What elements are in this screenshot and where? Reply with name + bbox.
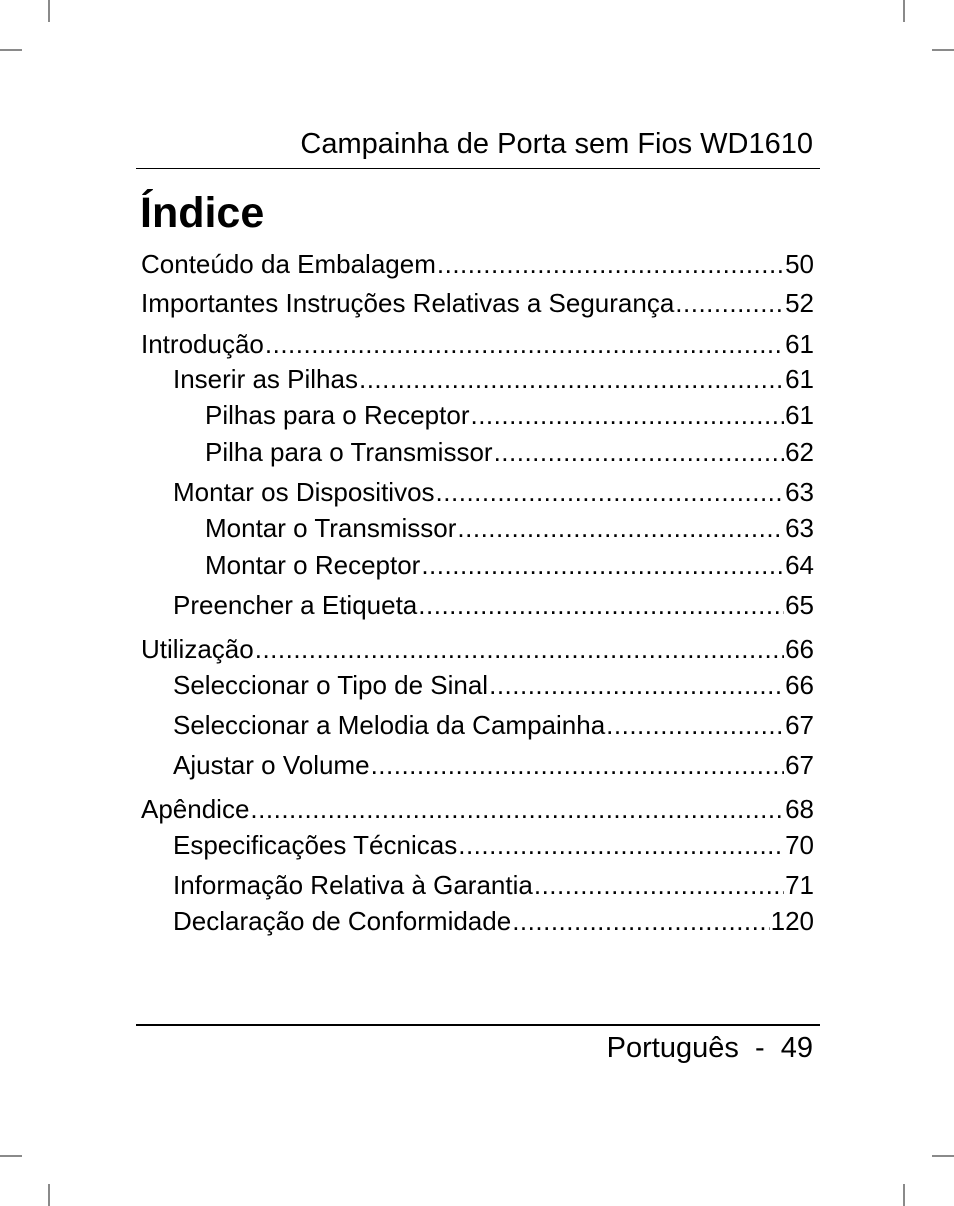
toc-page-number: 63 [785, 477, 814, 507]
toc-page-number: 67 [785, 710, 814, 740]
toc-entry[interactable] [173, 748, 814, 782]
toc-entry-label: Inserir as Pilhas [173, 364, 358, 394]
toc-dot-leader [265, 327, 784, 361]
toc-dot-leader [606, 708, 784, 742]
toc-entry-label: Pilha para o Transmissor [205, 437, 493, 467]
toc-entry[interactable] [205, 398, 814, 432]
toc-entry-label: Informação Relativa à Garantia [173, 870, 533, 900]
toc-entry-label: Seleccionar a Melodia da Campainha [173, 710, 606, 740]
toc-entry[interactable] [173, 868, 814, 902]
toc-entry[interactable] [205, 511, 814, 545]
toc-dot-leader [458, 828, 784, 862]
toc-entry[interactable] [141, 792, 814, 826]
toc-entry[interactable] [173, 475, 814, 509]
toc-entry-label: Montar o Receptor [205, 550, 421, 580]
toc-entry[interactable] [173, 588, 814, 622]
toc-entry[interactable] [141, 327, 814, 361]
toc-entry-label: Seleccionar o Tipo de Sinal [173, 670, 489, 700]
toc-entry-label: Montar os Dispositivos [173, 477, 435, 507]
toc-entry[interactable] [205, 435, 814, 469]
toc-page-number: 63 [785, 513, 814, 543]
toc-entry[interactable] [141, 632, 814, 666]
toc-page-number: 61 [785, 400, 814, 430]
toc-page-number: 120 [770, 906, 814, 936]
toc-entry[interactable] [141, 247, 814, 281]
toc-page-number: 64 [785, 550, 814, 580]
toc-page-number: 50 [785, 249, 814, 279]
toc-entry[interactable] [173, 668, 814, 702]
toc-dot-leader [255, 632, 784, 666]
toc-dot-leader [359, 362, 784, 396]
toc-entry-label: Apêndice [141, 794, 250, 824]
toc-dot-leader [512, 904, 769, 938]
toc-entry-label: Introdução [141, 329, 264, 359]
toc-dot-leader [457, 511, 784, 545]
toc-entry-label: Preencher a Etiqueta [173, 590, 418, 620]
toc-entry-label: Montar o Transmissor [205, 513, 457, 543]
toc-dot-leader [437, 247, 784, 281]
toc-dot-leader [534, 868, 784, 902]
toc-dot-leader [675, 286, 784, 320]
toc-page-number: 67 [785, 750, 814, 780]
toc-dot-leader [250, 792, 784, 826]
toc-dot-leader [494, 435, 785, 469]
toc-dot-leader [470, 398, 784, 432]
toc-page-number: 70 [785, 830, 814, 860]
toc-page-number: 68 [785, 794, 814, 824]
toc-page-number: 52 [785, 288, 814, 318]
toc-entry-label: Utilização [141, 634, 254, 664]
toc-page-number: 66 [785, 634, 814, 664]
toc-page-number: 65 [785, 590, 814, 620]
toc-entry[interactable] [141, 286, 814, 320]
toc-entry[interactable] [173, 362, 814, 396]
toc-page-number: 66 [785, 670, 814, 700]
page-title: Índice [140, 189, 265, 237]
toc-page-number: 62 [785, 437, 814, 467]
toc-dot-leader [436, 475, 785, 509]
running-header: Campainha de Porta sem Fios WD1610 [300, 128, 813, 160]
page-footer: Português - 49 [606, 1032, 813, 1064]
toc-entry-label: Especificações Técnicas [173, 830, 458, 860]
toc-entry-label: Importantes Instruções Relativas a Segurança [141, 288, 675, 318]
toc-entry[interactable] [173, 708, 814, 742]
toc-dot-leader [421, 548, 784, 582]
toc-entry[interactable] [173, 904, 814, 938]
toc-page-number: 61 [785, 364, 814, 394]
toc-entry[interactable] [205, 548, 814, 582]
toc-dot-leader [418, 588, 784, 622]
toc-entry-label: Conteúdo da Embalagem [141, 249, 436, 279]
toc-entry-label: Declaração de Conformidade [173, 906, 512, 936]
footer-rule [136, 1024, 820, 1026]
toc-dot-leader [489, 668, 784, 702]
toc-dot-leader [371, 748, 785, 782]
toc-page-number: 71 [785, 870, 814, 900]
toc-entry-label: Pilhas para o Receptor [205, 400, 470, 430]
toc-entry-label: Ajustar o Volume [173, 750, 370, 780]
toc-entry[interactable] [173, 828, 814, 862]
toc-page-number: 61 [785, 329, 814, 359]
